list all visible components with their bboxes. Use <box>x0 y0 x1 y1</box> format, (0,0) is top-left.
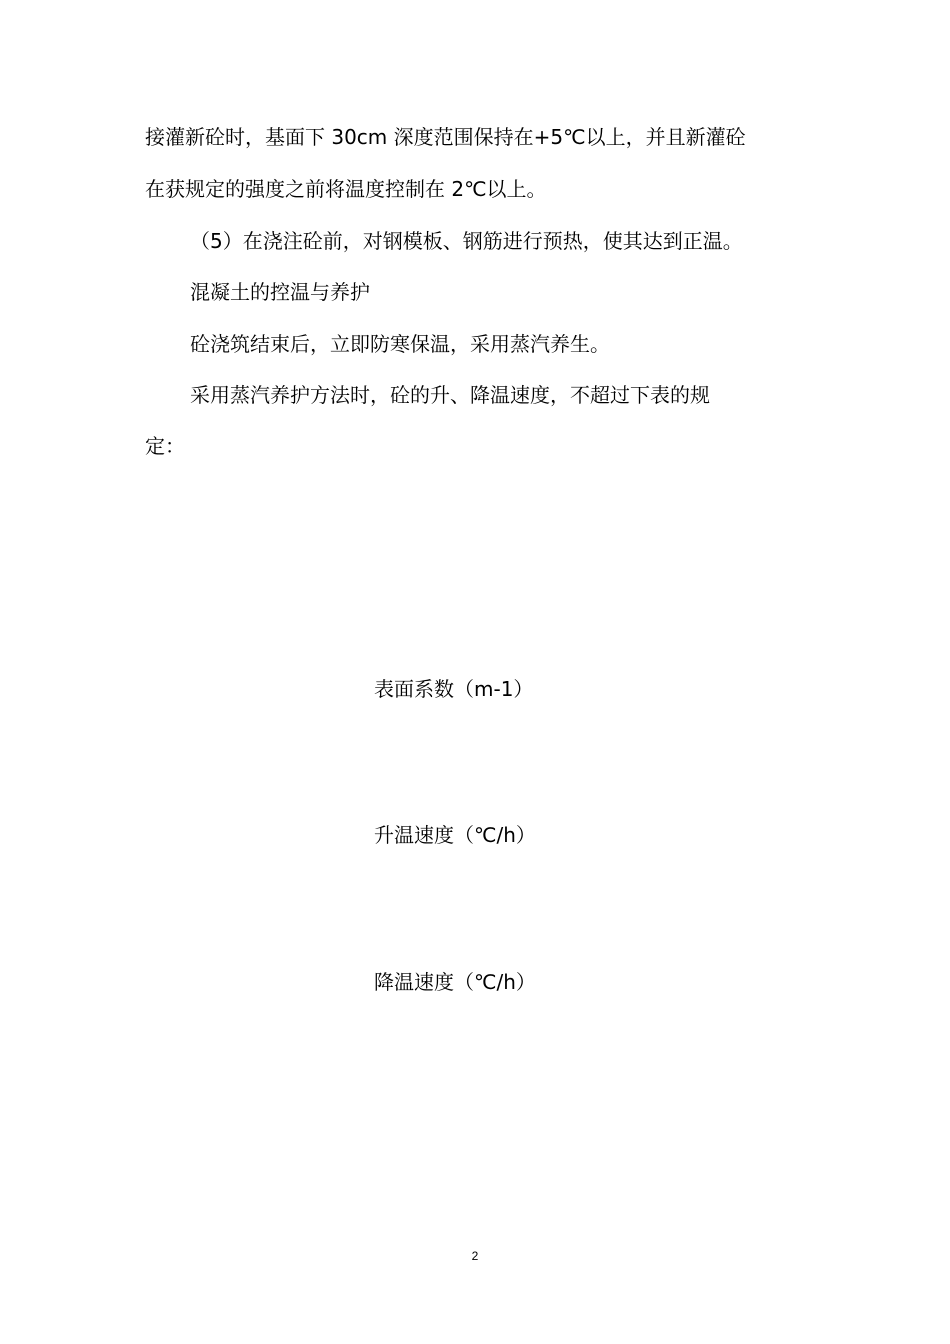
paragraph-line-7: 定： <box>145 434 185 458</box>
paragraph-line-3: （5）在浇注砼前，对钢模板、钢筋进行预热，使其达到正温。 <box>190 229 743 253</box>
table-row-heating-rate: 升温速度（℃/h） <box>374 823 536 847</box>
paragraph-line-2: 在获规定的强度之前将温度控制在 2℃以上。 <box>145 177 547 201</box>
table-row-surface-coefficient: 表面系数（m-1） <box>374 677 534 701</box>
paragraph-line-1: 接灌新砼时，基面下 30cm 深度范围保持在+5℃以上，并且新灌砼 <box>145 125 746 149</box>
paragraph-line-6: 采用蒸汽养护方法时，砼的升、降温速度，不超过下表的规 <box>190 383 710 407</box>
table-row-cooling-rate: 降温速度（℃/h） <box>374 970 536 994</box>
section-heading: 混凝土的控温与养护 <box>190 280 370 304</box>
page-number: 2 <box>471 1249 479 1263</box>
paragraph-line-5: 砼浇筑结束后，立即防寒保温，采用蒸汽养生。 <box>190 332 610 356</box>
